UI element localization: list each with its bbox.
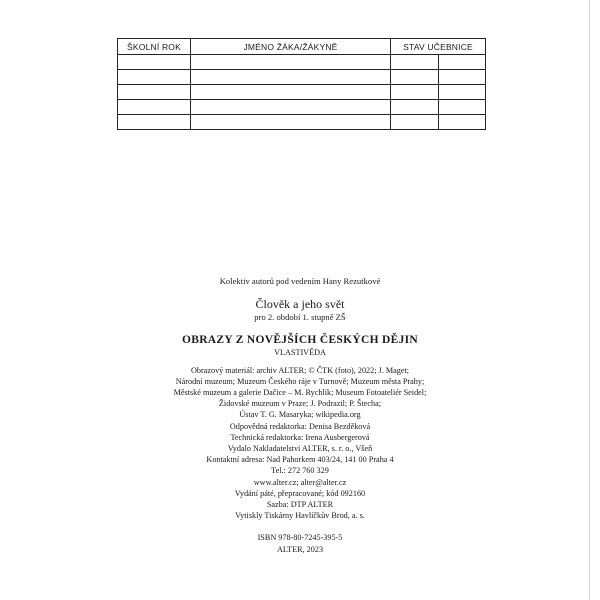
table-cell xyxy=(391,70,439,85)
table-cell xyxy=(439,70,486,85)
imprint-block xyxy=(100,276,500,555)
table-cell xyxy=(191,115,391,130)
table-cell xyxy=(391,100,439,115)
book-subject: VLASTIVĚDA xyxy=(274,348,326,358)
table-cell xyxy=(391,115,439,130)
table-cell xyxy=(118,55,191,70)
table-cell xyxy=(391,85,439,100)
credit-line: Odpovědná redaktorka: Denisa Bezděková xyxy=(229,421,371,431)
textbook-record-table xyxy=(117,38,486,130)
credit-line: Obrazový materiál: archiv ALTER; © ČTK (foto), 2022; J. Maget; xyxy=(190,365,410,375)
credit-line: Městské muzeum a galerie Dačice – M. Rychlík; Museum Fotoateliér Seidel; xyxy=(173,388,427,398)
book-subtitle: pro 2. období 1. stupně ZŠ xyxy=(254,312,346,323)
table-cell xyxy=(191,85,391,100)
spacer xyxy=(100,521,500,532)
credit-line: Technická redaktorka: Irena Ausbergerová xyxy=(230,432,370,442)
credit-line: Kontaktní adresa: Nad Pahorkem 403/24, 141 00 Praha 4 xyxy=(206,455,394,465)
credit-line: Židovské muzeum v Praze; J. Podrazil; P. Štecha; xyxy=(218,399,382,409)
header-school-year: ŠKOLNÍ ROK xyxy=(118,39,191,55)
table-cell xyxy=(118,115,191,130)
credit-line: Vydání páté, přepracované; kód 092160 xyxy=(234,488,366,498)
credit-line: www.alter.cz; alter@alter.cz xyxy=(253,477,347,487)
table-row xyxy=(118,85,486,100)
page-edge-line xyxy=(589,0,590,600)
table-cell xyxy=(391,55,439,70)
table-row xyxy=(118,115,486,130)
table-row xyxy=(118,55,486,70)
credit-line: Národní muzeum; Muzeum Českého ráje v Turnově; Muzeum města Prahy; xyxy=(175,376,425,386)
table-row xyxy=(118,100,486,115)
credit-line: Ústav T. G. Masaryka; wikipedia.org xyxy=(239,410,361,420)
table-header-row xyxy=(118,39,486,55)
header-student-name: JMÉNO ŽÁKA/ŽÁKYNĚ xyxy=(191,39,391,55)
book-title: Člověk a jeho svět xyxy=(255,297,345,312)
table-cell xyxy=(439,115,486,130)
authors-line: Kolektiv autorů pod vedením Hany Rezutkové xyxy=(219,276,381,286)
table-cell xyxy=(191,55,391,70)
credit-line: Tel.: 272 760 329 xyxy=(271,466,329,476)
table-cell xyxy=(118,70,191,85)
table-cell xyxy=(191,70,391,85)
credit-line: Vydalo Nakladatelství ALTER, s. r. o., Všeň xyxy=(227,444,373,454)
table-cell xyxy=(118,100,191,115)
isbn-line: ISBN 978-80-7245-395-5 xyxy=(257,533,343,543)
table-cell xyxy=(439,100,486,115)
book-heading: OBRAZY Z NOVĚJŠÍCH ČESKÝCH DĚJIN xyxy=(181,334,419,347)
table-cell xyxy=(439,85,486,100)
credit-line: Vytiskly Tiskárny Havlíčkův Brod, a. s. xyxy=(235,511,365,521)
table-cell xyxy=(118,85,191,100)
publisher-year-line: ALTER, 2023 xyxy=(276,544,324,554)
table-row xyxy=(118,70,486,85)
credit-line: Sazba: DTP ALTER xyxy=(266,500,334,510)
table-cell xyxy=(439,55,486,70)
table-cell xyxy=(191,100,391,115)
header-book-condition: STAV UČEBNICE xyxy=(391,39,486,55)
